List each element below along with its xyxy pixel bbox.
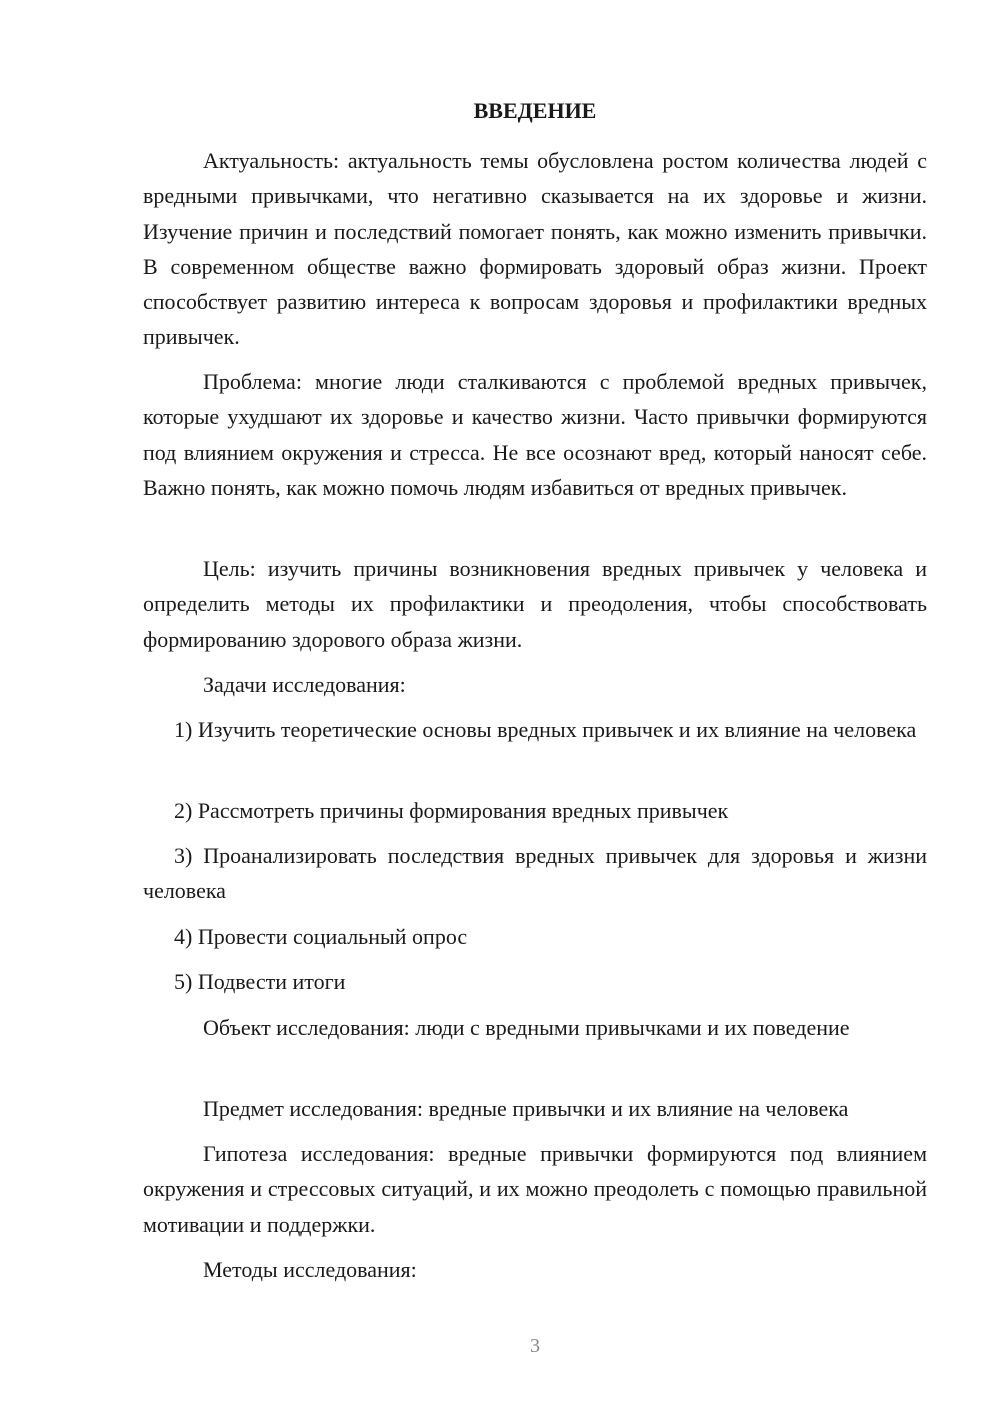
page-number: 3 [530,1335,540,1357]
list-item-task-1: 1) Изучить теоретические основы вредных привычек и их влияние на человека [174,717,917,742]
list-item-task-3: 3) Проанализировать последствия вредных привычек для здоровья и жизни человека [143,843,927,904]
paragraph-methods: Методы исследования: [203,1257,417,1282]
list-item-task-5: 5) Подвести итоги [174,969,346,994]
paragraph-problem: Проблема: многие люди сталкиваются с проблемой вредных привычек, которые ухудшают их здоровье и качество жизни. Часто привычки формируются под влиянием окружения и стресса. Не все осознают вред, который наносят себе. Важно понять, как можно помочь людям избавиться от вредных привычек. [143,369,927,500]
list-item-task-4: 4) Провести социальный опрос [174,924,468,949]
page-title: ВВЕДЕНИЕ [473,98,597,123]
paragraph-subject: Предмет исследования: вредные привычки и их влияние на человека [203,1096,849,1121]
paragraph-goal: Цель: изучить причины возникновения вредных привычек у человека и определить методы их профилактики и преодоления, чтобы способствовать формированию здорового образа жизни. [143,556,927,652]
paragraph-hypothesis: Гипотеза исследования: вредные привычки формируются под влиянием окружения и стрессовых ситуаций, и их можно преодолеть с помощью правильной мотивации и поддержки. [143,1141,927,1237]
paragraph-object: Объект исследования: люди с вредными привычками и их поведение [203,1015,850,1040]
list-item-task-2: 2) Рассмотреть причины формирования вредных привычек [174,798,729,823]
paragraph-relevance: Актуальность: актуальность темы обусловлена ростом количества людей с вредными привычками, что негативно сказывается на их здоровье и жизни. Изучение причин и последствий помогает понять, как можно изменить привычки. В современном обществе важно формировать здоровый образ жизни. Проект способствует развитию интереса к вопросам здоровья и профилактики вредных привычек. [143,148,927,350]
paragraph-tasks-heading: Задачи исследования: [203,672,406,697]
